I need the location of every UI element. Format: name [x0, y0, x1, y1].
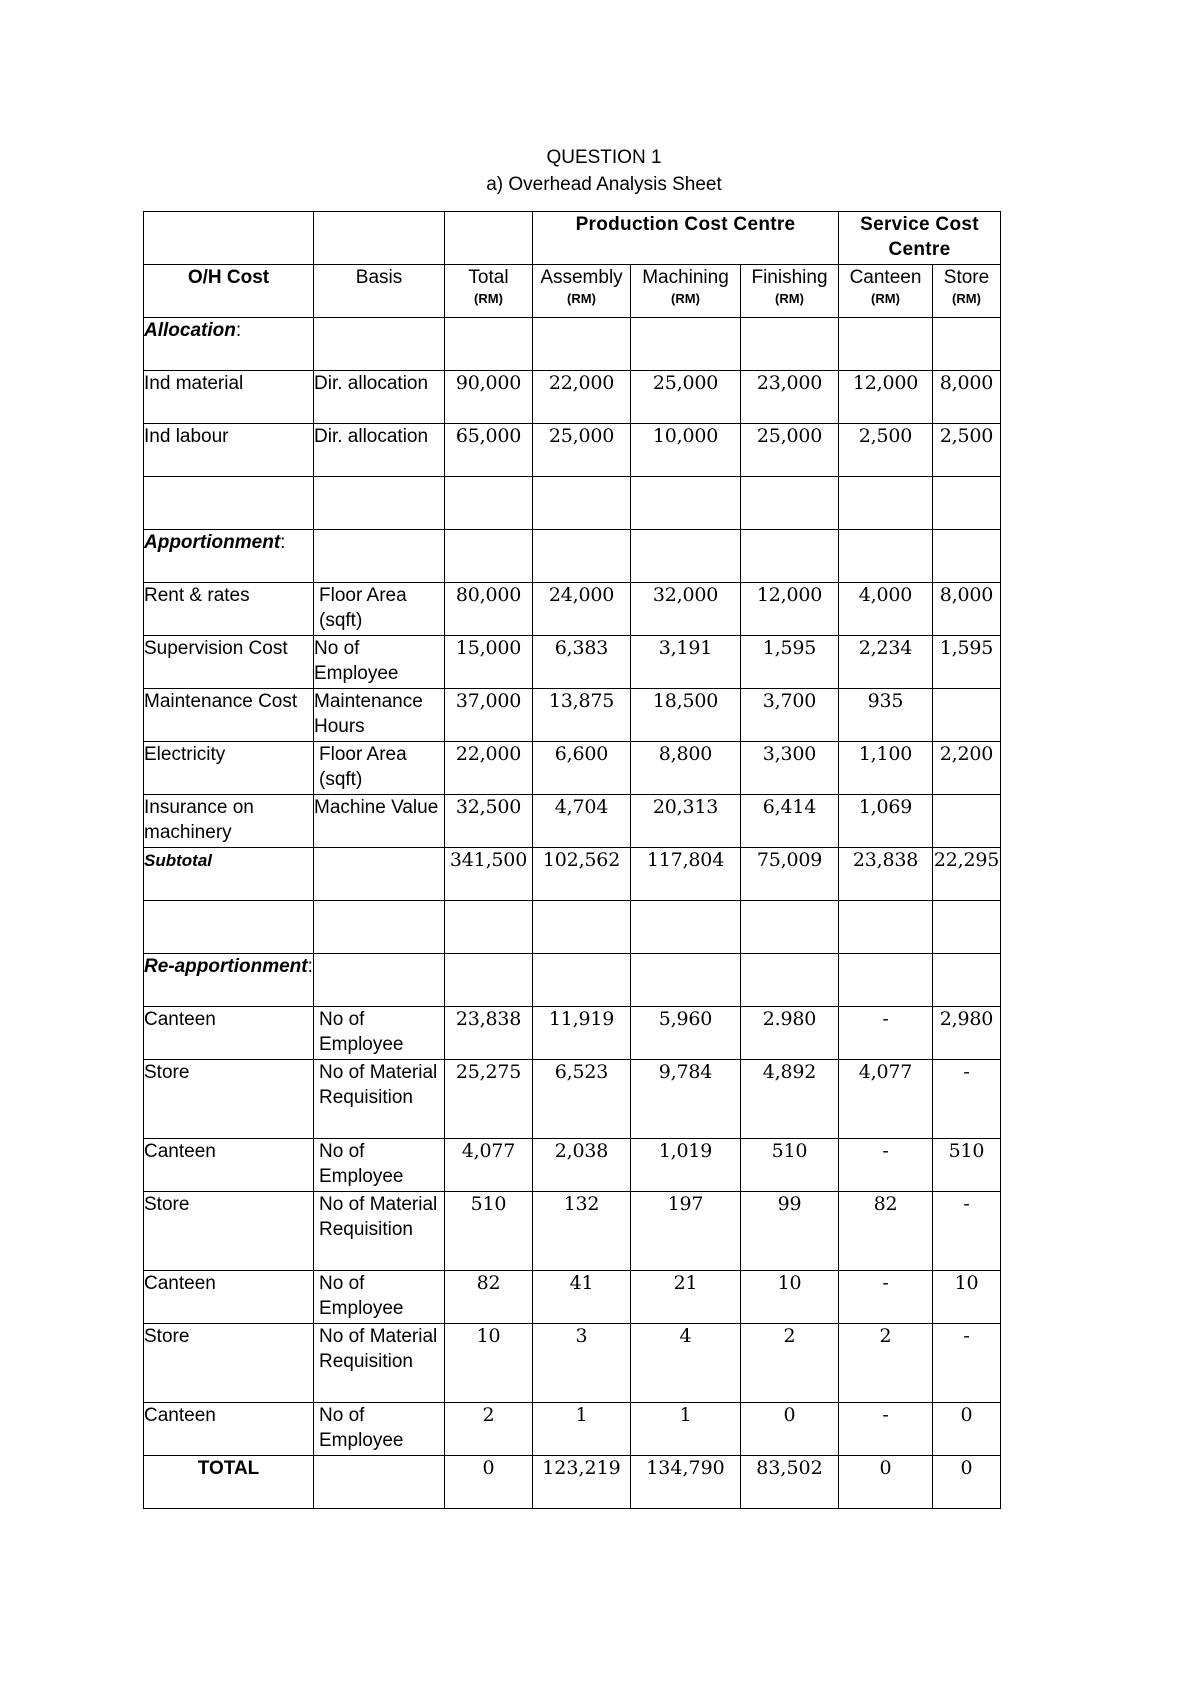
cell-finishing: 83,502: [741, 1456, 839, 1509]
section-reapportionment-text: Re-apportionment: [144, 956, 308, 977]
unit-label: (RM): [871, 291, 900, 306]
cell-total: 25,275: [445, 1060, 533, 1139]
empty-cell: [445, 530, 533, 583]
col-machining: [631, 265, 741, 318]
empty-cell: [445, 477, 533, 530]
cell-total: 10: [445, 1324, 533, 1403]
empty-cell: [933, 954, 1001, 1007]
table-row: [144, 689, 1001, 742]
cell-store: 0: [933, 1456, 1001, 1509]
table-row: [144, 1403, 1001, 1456]
cell-assembly: 3: [533, 1324, 631, 1403]
cell-store: [933, 689, 1001, 742]
table-row: [144, 1060, 1001, 1139]
cell-store: 0: [933, 1403, 1001, 1456]
row-basis: [314, 848, 445, 901]
total-row: [144, 1456, 1001, 1509]
cell-assembly: 11,919: [533, 1007, 631, 1060]
col-canteen-label: Canteen: [849, 267, 922, 288]
table-row: [144, 742, 1001, 795]
cell-store: 2,200: [933, 742, 1001, 795]
row-basis: No of Material Requisition: [314, 1192, 445, 1271]
section-row-allocation: [144, 318, 1001, 371]
row-label: Insurance on machinery: [144, 795, 314, 848]
row-basis: No of Employee: [314, 1007, 445, 1060]
row-basis: No of Employee: [314, 1139, 445, 1192]
empty-cell: [144, 212, 314, 265]
cell-machining: 9,784: [631, 1060, 741, 1139]
empty-cell: [533, 477, 631, 530]
cell-total: 510: [445, 1192, 533, 1271]
col-canteen: [839, 265, 933, 318]
unit-label: (RM): [775, 291, 804, 306]
empty-cell: [933, 318, 1001, 371]
col-store-label: Store: [943, 267, 990, 288]
cell-assembly: 123,219: [533, 1456, 631, 1509]
unit-label: (RM): [671, 291, 700, 306]
cell-assembly: 4,704: [533, 795, 631, 848]
cell-store: 10: [933, 1271, 1001, 1324]
table-row: [144, 371, 1001, 424]
cell-machining: 5,960: [631, 1007, 741, 1060]
cell-finishing: 1,595: [741, 636, 839, 689]
cell-machining: 20,313: [631, 795, 741, 848]
cell-canteen: -: [839, 1271, 933, 1324]
empty-cell: [631, 954, 741, 1007]
cell-total: 23,838: [445, 1007, 533, 1060]
section-label-reapportionment: [144, 954, 314, 1007]
col-oh-cost-label: O/H Cost: [187, 267, 270, 288]
table-row: [144, 1192, 1001, 1271]
cell-total: 15,000: [445, 636, 533, 689]
section-row-apportionment: [144, 530, 1001, 583]
row-label: Canteen: [144, 1271, 314, 1324]
cell-canteen: -: [839, 1007, 933, 1060]
section-label-apportionment: [144, 530, 314, 583]
cell-machining: 32,000: [631, 583, 741, 636]
cell-total: 2: [445, 1403, 533, 1456]
empty-cell: [741, 954, 839, 1007]
row-basis: [314, 1456, 445, 1509]
cell-canteen: 4,077: [839, 1060, 933, 1139]
column-header-row: [144, 265, 1001, 318]
cell-assembly: 25,000: [533, 424, 631, 477]
empty-cell: [839, 954, 933, 1007]
cell-finishing: 510: [741, 1139, 839, 1192]
row-label: Maintenance Cost: [144, 689, 314, 742]
group-header-row: [144, 212, 1001, 265]
unit-label: (RM): [952, 291, 981, 306]
col-total-label: Total: [468, 267, 509, 288]
empty-cell: [533, 318, 631, 371]
cell-total: 0: [445, 1456, 533, 1509]
section-allocation-text: Allocation: [144, 320, 236, 341]
table-row: [144, 636, 1001, 689]
empty-cell: [533, 530, 631, 583]
col-finishing-label: Finishing: [751, 267, 828, 288]
cell-canteen: 4,000: [839, 583, 933, 636]
empty-cell: [933, 477, 1001, 530]
table-row: [144, 1324, 1001, 1403]
empty-cell: [314, 318, 445, 371]
cell-machining: 1,019: [631, 1139, 741, 1192]
cell-assembly: 132: [533, 1192, 631, 1271]
empty-cell: [631, 530, 741, 583]
section-colon: :: [235, 320, 242, 341]
cell-assembly: 13,875: [533, 689, 631, 742]
cell-finishing: 10: [741, 1271, 839, 1324]
cell-canteen: 2: [839, 1324, 933, 1403]
empty-cell: [314, 954, 445, 1007]
cell-machining: 134,790: [631, 1456, 741, 1509]
cell-machining: 8,800: [631, 742, 741, 795]
row-label: Rent & rates: [144, 583, 314, 636]
cell-machining: 10,000: [631, 424, 741, 477]
row-label: Ind material: [144, 371, 314, 424]
section-colon: :: [280, 532, 286, 553]
cell-finishing: 2.980: [741, 1007, 839, 1060]
cell-canteen: 12,000: [839, 371, 933, 424]
cell-machining: 3,191: [631, 636, 741, 689]
cell-machining: 21: [631, 1271, 741, 1324]
col-total: [445, 265, 533, 318]
cell-total: 22,000: [445, 742, 533, 795]
cell-store: -: [933, 1192, 1001, 1271]
row-basis: Maintenance Hours: [314, 689, 445, 742]
cell-machining: 197: [631, 1192, 741, 1271]
cell-store: 510: [933, 1139, 1001, 1192]
cell-total: 65,000: [445, 424, 533, 477]
unit-label: (RM): [474, 291, 503, 306]
row-basis: Floor Area (sqft): [314, 742, 445, 795]
sheet-subtitle: a) Overhead Analysis Sheet: [486, 174, 722, 195]
cell-finishing: 75,009: [741, 848, 839, 901]
col-basis-label: Basis: [355, 267, 403, 288]
col-basis: [314, 265, 445, 318]
empty-cell: [839, 901, 933, 954]
empty-cell: [741, 901, 839, 954]
subtotal-row: [144, 848, 1001, 901]
cell-store: 2,500: [933, 424, 1001, 477]
cell-store: -: [933, 1324, 1001, 1403]
empty-cell: [314, 530, 445, 583]
cell-assembly: 6,383: [533, 636, 631, 689]
cell-finishing: 99: [741, 1192, 839, 1271]
empty-cell: [933, 530, 1001, 583]
col-machining-label: Machining: [642, 267, 729, 288]
row-label: Canteen: [144, 1403, 314, 1456]
section-apportionment-text: Apportionment: [144, 532, 281, 553]
empty-cell: [533, 954, 631, 1007]
cell-assembly: 6,600: [533, 742, 631, 795]
empty-cell: [533, 901, 631, 954]
cell-finishing: 4,892: [741, 1060, 839, 1139]
row-basis: No of Employee: [314, 636, 445, 689]
cell-canteen: 23,838: [839, 848, 933, 901]
empty-cell: [445, 954, 533, 1007]
table-row: [144, 583, 1001, 636]
cell-store: 8,000: [933, 583, 1001, 636]
cell-store: 1,595: [933, 636, 1001, 689]
empty-cell: [144, 477, 314, 530]
cell-total: 32,500: [445, 795, 533, 848]
cell-assembly: 1: [533, 1403, 631, 1456]
row-label: Electricity: [144, 742, 314, 795]
cell-total: 4,077: [445, 1139, 533, 1192]
cell-finishing: 6,414: [741, 795, 839, 848]
page-title: QUESTION 1: [546, 147, 662, 168]
empty-cell: [631, 477, 741, 530]
empty-cell: [314, 212, 445, 265]
cell-finishing: 0: [741, 1403, 839, 1456]
cell-finishing: 3,300: [741, 742, 839, 795]
overhead-analysis-table: [143, 211, 1001, 1509]
cell-canteen: 2,500: [839, 424, 933, 477]
row-basis: Dir. allocation: [314, 424, 445, 477]
empty-cell: [839, 530, 933, 583]
row-basis: No of Employee: [314, 1271, 445, 1324]
cell-machining: 1: [631, 1403, 741, 1456]
blank-row: [144, 901, 1001, 954]
cell-finishing: 25,000: [741, 424, 839, 477]
cell-canteen: -: [839, 1403, 933, 1456]
cell-total: 82: [445, 1271, 533, 1324]
cell-machining: 25,000: [631, 371, 741, 424]
row-label: Store: [144, 1060, 314, 1139]
cell-canteen: 82: [839, 1192, 933, 1271]
table-row: [144, 424, 1001, 477]
section-colon: :: [307, 956, 313, 977]
empty-cell: [445, 318, 533, 371]
row-label: Store: [144, 1324, 314, 1403]
empty-cell: [741, 530, 839, 583]
col-assembly: [533, 265, 631, 318]
cell-canteen: 935: [839, 689, 933, 742]
cell-assembly: 102,562: [533, 848, 631, 901]
col-store: [933, 265, 1001, 318]
cell-machining: 117,804: [631, 848, 741, 901]
cell-assembly: 22,000: [533, 371, 631, 424]
cell-store: 2,980: [933, 1007, 1001, 1060]
row-basis: Machine Value: [314, 795, 445, 848]
col-assembly-label: Assembly: [540, 267, 623, 288]
section-label-allocation: [144, 318, 314, 371]
empty-cell: [314, 901, 445, 954]
col-oh-cost: [144, 265, 314, 318]
col-finishing: [741, 265, 839, 318]
cell-machining: 4: [631, 1324, 741, 1403]
row-basis: No of Material Requisition: [314, 1324, 445, 1403]
cell-total: 37,000: [445, 689, 533, 742]
row-label: Canteen: [144, 1007, 314, 1060]
row-label: Canteen: [144, 1139, 314, 1192]
blank-row: [144, 477, 1001, 530]
row-label: Store: [144, 1192, 314, 1271]
table-row: [144, 795, 1001, 848]
cell-canteen: 1,100: [839, 742, 933, 795]
row-label: TOTAL: [144, 1456, 314, 1509]
cell-assembly: 41: [533, 1271, 631, 1324]
empty-cell: [314, 477, 445, 530]
cell-total: 90,000: [445, 371, 533, 424]
section-row-reapportionment: [144, 954, 1001, 1007]
cell-finishing: 2: [741, 1324, 839, 1403]
service-cost-centre-header: Service Cost Centre: [839, 212, 1001, 265]
table-row: [144, 1271, 1001, 1324]
table-row: [144, 1139, 1001, 1192]
empty-cell: [839, 318, 933, 371]
row-basis: Floor Area (sqft): [314, 583, 445, 636]
cell-finishing: 3,700: [741, 689, 839, 742]
row-basis: No of Material Requisition: [314, 1060, 445, 1139]
empty-cell: [445, 212, 533, 265]
cell-assembly: 2,038: [533, 1139, 631, 1192]
empty-cell: [631, 318, 741, 371]
row-label: Ind labour: [144, 424, 314, 477]
empty-cell: [741, 318, 839, 371]
cell-store: [933, 795, 1001, 848]
cell-store: -: [933, 1060, 1001, 1139]
row-basis: Dir. allocation: [314, 371, 445, 424]
unit-label: (RM): [567, 291, 596, 306]
cell-total: 341,500: [445, 848, 533, 901]
row-label: Subtotal: [144, 848, 314, 901]
row-basis: No of Employee: [314, 1403, 445, 1456]
cell-canteen: 0: [839, 1456, 933, 1509]
cell-finishing: 23,000: [741, 371, 839, 424]
cell-assembly: 24,000: [533, 583, 631, 636]
cell-store: 22,295: [933, 848, 1001, 901]
table-row: [144, 1007, 1001, 1060]
production-cost-centre-header: Production Cost Centre: [533, 212, 839, 265]
cell-total: 80,000: [445, 583, 533, 636]
cell-machining: 18,500: [631, 689, 741, 742]
empty-cell: [631, 901, 741, 954]
empty-cell: [741, 477, 839, 530]
cell-store: 8,000: [933, 371, 1001, 424]
empty-cell: [839, 477, 933, 530]
cell-canteen: 1,069: [839, 795, 933, 848]
cell-canteen: -: [839, 1139, 933, 1192]
cell-assembly: 6,523: [533, 1060, 631, 1139]
cell-finishing: 12,000: [741, 583, 839, 636]
empty-cell: [445, 901, 533, 954]
cell-canteen: 2,234: [839, 636, 933, 689]
row-label: Supervision Cost: [144, 636, 314, 689]
empty-cell: [933, 901, 1001, 954]
empty-cell: [144, 901, 314, 954]
